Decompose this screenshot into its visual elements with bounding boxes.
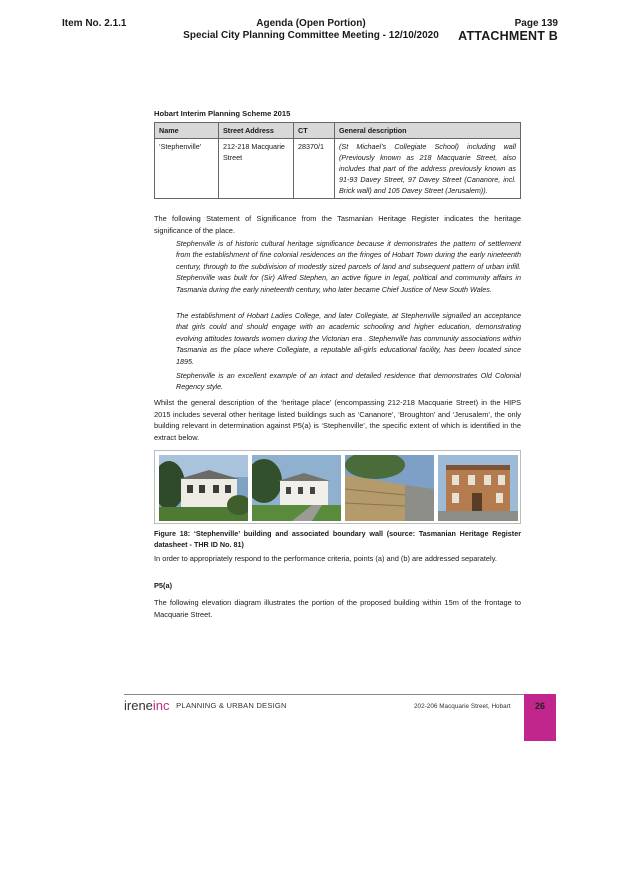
table-row [155,139,521,199]
item-number: Item No. 2.1.1 [62,18,127,29]
significance-quote-1: Stephenville is of historic cultural heritage significance because it demonstrates the pattern of settlement from the establishment of fine colonial residences on the fringes of Hobart Town during the early nineteenth century, through to the subdivision of modestly sized parcels of land and subsequent pattern of urban infill. Stephenville was built for (Sir) Alfred Stephen, an active figure in legal, political and community affairs in Tasmania during the early nineteenth century, who later became Chief Justice of New South Wales. [176,239,521,294]
cell-name: ‘Stephenville’ [155,139,219,199]
table-header-row [155,123,521,139]
cell-ct: 28370/1 [294,139,335,199]
col-ct: CT [294,123,335,139]
significance-quote-2: The establishment of Hobart Ladies College, and later Collegiate, at Stephenville signalled an acceptance that girls could and should engage with an academic schooling and higher education, demonstrating evolving attitudes towards women during the Victorian era . Stephenville has community associations within Tasmania as the place where Collegiate, a reputable all-girls educational facility, has been located since 1895. [176,311,521,366]
whilst-paragraph: Whilst the general description of the ‘heritage place’ (encompassing 212-218 Macquarie Street) in the HIPS 2015 includes several other heritage listed buildings such as ‘Cananore’, ‘Broughton’ and ‘Jerusalem’, the only building relevant in determination against P5(a) is ‘Stephenville’, the specific extent of which is identified in the extract below. [154,398,521,442]
page-number-box [524,694,556,741]
col-street-address: Street Address [219,123,294,139]
agenda-line-1: Agenda (Open Portion) [256,18,366,29]
scheme-title: Hobart Interim Planning Scheme 2015 [154,109,291,118]
agenda-line-2: Special City Planning Committee Meeting - 12/10/2020 [183,30,439,41]
photo-brick-building [438,455,518,521]
photo-boundary-wall [345,455,434,521]
page-info [458,18,558,42]
cell-description: (St Michael’s Collegiate School) including wall (Previously known as 218 Macquarie Street, also includes that part of the address previously known as 91-93 Davey Street, 97 Davey Street (Cananore, incl. Brick wall) and 105 Davey Street (Jerusalem)). [335,139,521,199]
photo-stephenville-side [252,455,341,521]
p5a-heading: P5(a) [154,581,173,590]
significance-quote-3: Stephenville is an excellent example of an intact and detailed residence that demonstrates Old Colonial Regency style. [176,371,521,392]
logo-irene: irene [124,698,153,713]
page-label: Page 139 [514,18,558,29]
intro-paragraph: The following Statement of Significance from the Tasmanian Heritage Register indicates the heritage significance of the place. [154,214,521,235]
page-number: 26 [534,701,545,711]
logo-inc: inc [152,698,170,713]
footer-divider [124,694,524,695]
elevation-paragraph: The following elevation diagram illustrates the portion of the proposed building within 15m of the frontage to Macquarie Street. [154,598,521,619]
logo-subtitle: PLANNING & URBAN DESIGN [176,701,287,710]
heritage-table [154,122,521,199]
figure-caption: Figure 18: ‘Stephenville’ building and associated boundary wall (source: Tasmanian Heritage Register datasheet - THR ID No. 81) [154,529,521,549]
col-name: Name [155,123,219,139]
col-general-description: General description [335,123,521,139]
photo-stephenville-front [159,455,248,521]
photo-strip [154,450,521,524]
attachment-label: ATTACHMENT B [458,29,558,43]
cell-address: 212-218 Macquarie Street [219,139,294,199]
agenda-title [180,18,442,42]
order-paragraph: In order to appropriately respond to the performance criteria, points (a) and (b) are addressed separately. [154,554,497,563]
footer-logo [124,698,287,713]
footer-address: 202-206 Macquarie Street, Hobart [414,703,511,710]
